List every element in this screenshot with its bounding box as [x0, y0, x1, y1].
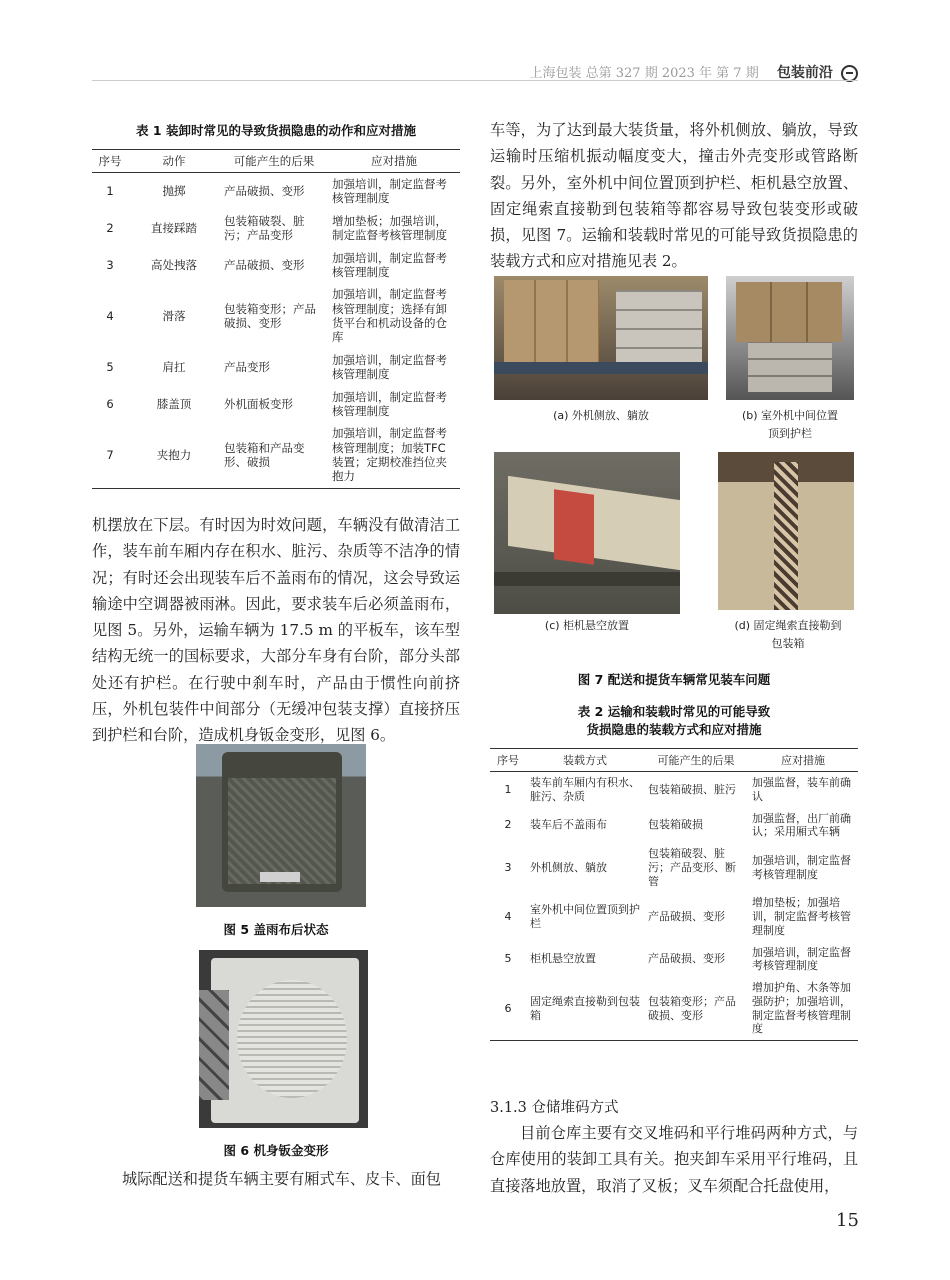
- table-cell: 外机面板变形: [224, 396, 293, 411]
- table-cell: 2: [504, 818, 512, 832]
- paragraph: 目前仓库主要有交叉堆码和平行堆码两种方式，与仓库使用的装卸工具有关。抱夹卸车采用平行堆码，且直接落地放置，取消了叉板；叉车须配合托盘使用，: [490, 1124, 858, 1195]
- table2-header: 装载方式: [526, 749, 644, 772]
- table-cell: 6: [490, 977, 526, 1041]
- table-row: [92, 247, 460, 284]
- table-row: [490, 843, 858, 892]
- table-cell: 产品破损、变形: [224, 257, 305, 272]
- table-cell: 加强培训，制定监督考核管理制度；加装TFC 装置；定期校准挡位夹抱力: [328, 422, 460, 488]
- table-cell: 包装箱破损: [648, 818, 703, 832]
- figure7d-photo: [718, 452, 854, 610]
- table-cell: 加强监督，装车前确认: [752, 776, 851, 803]
- table-row: [490, 772, 858, 808]
- subcaption-line: 包装箱: [771, 637, 805, 650]
- figure7d-subcaption: [714, 617, 862, 653]
- table-cell: 室外机中间位置顶到护栏: [530, 903, 640, 930]
- figure7a-subcaption: (a) 外机侧放、躺放: [553, 409, 649, 422]
- figure6-photo: [199, 950, 368, 1128]
- table1-header: 序号: [92, 150, 128, 173]
- table-cell: 外机侧放、躺放: [530, 860, 607, 874]
- figure7b-photo: [726, 276, 854, 400]
- caption-line: 表 2 运输和装载时常见的可能导致: [577, 704, 771, 719]
- caption-line: 货损隐患的装载方式和应对措施: [586, 722, 762, 737]
- table-cell: 1: [106, 184, 114, 199]
- figure7c-subcaption: (c) 柜机悬空放置: [544, 619, 630, 632]
- table-row: [92, 349, 460, 386]
- table1-header: 可能产生的后果: [220, 150, 328, 173]
- table-cell: 夹抱力: [128, 422, 220, 488]
- subcaption-line: 顶到护栏: [768, 427, 812, 440]
- figure7c-photo: [494, 452, 680, 614]
- table-cell: 高处拽落: [151, 257, 197, 272]
- table-row: [490, 892, 858, 941]
- table-cell: 装车后不盖雨布: [530, 818, 607, 832]
- subcaption-line: (d) 固定绳索直接勒到: [734, 619, 842, 632]
- table-cell: 产品变形: [224, 359, 270, 374]
- table-cell: 柜机悬空放置: [530, 952, 596, 966]
- table-cell: 包装箱变形；产品破损、变形: [644, 977, 748, 1041]
- left-bottom-text: [92, 1166, 460, 1192]
- table-row: [490, 808, 858, 844]
- table-cell: 加强培训，制定监督考核管理制度；选择有卸货平台和机动设备的仓库: [332, 287, 447, 345]
- table-cell: 抛掷: [162, 184, 186, 199]
- table2-header: 应对措施: [748, 749, 858, 772]
- table-cell: 直接踩踏: [151, 220, 197, 235]
- table-cell: 1: [504, 782, 512, 796]
- table2-caption: [490, 703, 858, 739]
- table-cell: 加强培训，制定监督考核管理制度: [332, 389, 447, 418]
- table-row: [490, 977, 858, 1041]
- table-cell: 增加垫板；加强培训，制定监督考核管理制度: [752, 896, 851, 937]
- table-cell: 包装箱变形；产品破损、变形: [224, 301, 316, 330]
- table-cell: 产品破损、变形: [224, 184, 305, 199]
- table2-header: 序号: [490, 749, 526, 772]
- right-bottom-text: [490, 1120, 858, 1199]
- figure6-caption: 图 6 机身钣金变形: [223, 1143, 329, 1158]
- figure5-photo: [196, 744, 366, 907]
- table-row: [92, 210, 460, 247]
- paragraph: 机摆放在下层。有时因为时效问题，车辆没有做清洁工作，装车前车厢内存在积水、脏污、杂质等不洁净的情况；有时还会出现装车后不盖雨布的情况，这会导致运输途中空调器被雨淋。因此，要求装车后必须盖雨布，见图 5。另外，运输车辆为 17.5 m 的平板车，该车型结构无统一的国标要求，大部分车身有台阶，部分头部处还有护栏。在行驶中刹车时，产品由于惯性向前挤压，外机包装件中间部分（无缓冲包装支撑）直接挤压到护栏和台阶，造成机身钣金变形，见图 6。: [92, 516, 460, 745]
- page-number: 15: [836, 1210, 859, 1231]
- table-cell: 包装箱和产品变形、破损: [220, 422, 328, 488]
- table-cell: 5: [504, 952, 512, 966]
- paragraph: 城际配送和提货车辆主要有厢式车、皮卡、面包: [122, 1170, 441, 1188]
- table-cell: 加强培训，制定监督考核管理制度: [332, 250, 447, 279]
- section-title: 包装前沿: [776, 65, 833, 81]
- table-cell: 5: [106, 359, 114, 374]
- table-row: [92, 386, 460, 423]
- paragraph: 车等，为了达到最大装货量，将外机侧放、躺放，导致运输时压缩机振动幅度变大，撞击外壳变形或管路断裂。另外，室外机中间位置顶到护栏、柜机悬空放置、固定绳索直接勒到包装箱等都容易导致包装变形或破损，见图 7。运输和装载时常见的可能导致货损隐患的装载方式和应对措施见表 2。: [490, 121, 858, 271]
- table-cell: 产品破损、变形: [648, 910, 725, 923]
- table2: [490, 748, 858, 1041]
- table-cell: 包装箱破损、脏污: [648, 782, 736, 796]
- table-cell: 2: [106, 220, 114, 235]
- table-cell: 包装箱破裂、脏污；产品变形、断管: [648, 847, 736, 888]
- figure7b-subcaption: [720, 407, 860, 443]
- table-cell: 装车前车厢内有积水、脏污、杂质: [530, 776, 640, 803]
- table-cell: 6: [106, 396, 114, 411]
- table-cell: 固定绳索直接勒到包装箱: [526, 977, 644, 1041]
- table-cell: 4: [106, 308, 114, 323]
- table-row: [92, 422, 460, 488]
- table-cell: 7: [92, 422, 128, 488]
- table1: [92, 149, 460, 489]
- table-cell: 加强监督，出厂前确认；采用厢式车辆: [752, 811, 851, 839]
- table-row: [92, 173, 460, 210]
- table-cell: 滑落: [162, 308, 186, 323]
- table1-header: 应对措施: [328, 150, 460, 173]
- table-row: [490, 942, 858, 978]
- table-cell: 肩扛: [162, 359, 186, 374]
- figure7a-photo: [494, 276, 708, 400]
- table-cell: 加强培训，制定监督考核管理制度: [752, 853, 851, 881]
- table2-header-row: [490, 749, 858, 772]
- table-cell: 增加护角、木条等加强防护；加强培训，制定监督考核管理制度: [748, 977, 858, 1041]
- table-row: [92, 283, 460, 349]
- table-cell: 膝盖顶: [156, 396, 192, 411]
- journal-info: 上海包装 总第 327 期 2023 年 第 7 期: [529, 66, 759, 81]
- table-cell: 加强培训，制定监督考核管理制度: [332, 177, 447, 206]
- figure7-caption: 图 7 配送和提货车辆常见装车问题: [577, 672, 771, 687]
- table2-header: 可能产生的后果: [644, 749, 748, 772]
- table-cell: 产品破损、变形: [648, 952, 725, 966]
- table1-header: 动作: [128, 150, 220, 173]
- table1-caption: 表 1 装卸时常见的导致货损隐患的动作和应对措施: [136, 123, 416, 138]
- table-cell: 3: [504, 860, 512, 874]
- table-cell: 包装箱破裂、脏污；产品变形: [224, 213, 305, 243]
- right-body-text: [490, 117, 858, 275]
- subcaption-line: (b) 室外机中间位置: [741, 409, 839, 422]
- table-cell: 4: [504, 910, 512, 923]
- section-heading: 3.1.3 仓储堆码方式: [490, 1100, 619, 1116]
- running-header: [529, 62, 858, 82]
- table-cell: 加强培训，制定监督考核管理制度: [752, 945, 851, 973]
- table-cell: 3: [106, 257, 114, 272]
- figure5-caption: 图 5 盖雨布后状态: [223, 922, 329, 937]
- table-cell: 加强培训，制定监督考核管理制度: [332, 352, 447, 382]
- header-rule: [92, 80, 858, 81]
- left-body-text: [92, 512, 460, 749]
- table1-header-row: [92, 150, 460, 173]
- table-cell: 增加垫板；加强培训，制定监督考核管理制度: [332, 213, 447, 243]
